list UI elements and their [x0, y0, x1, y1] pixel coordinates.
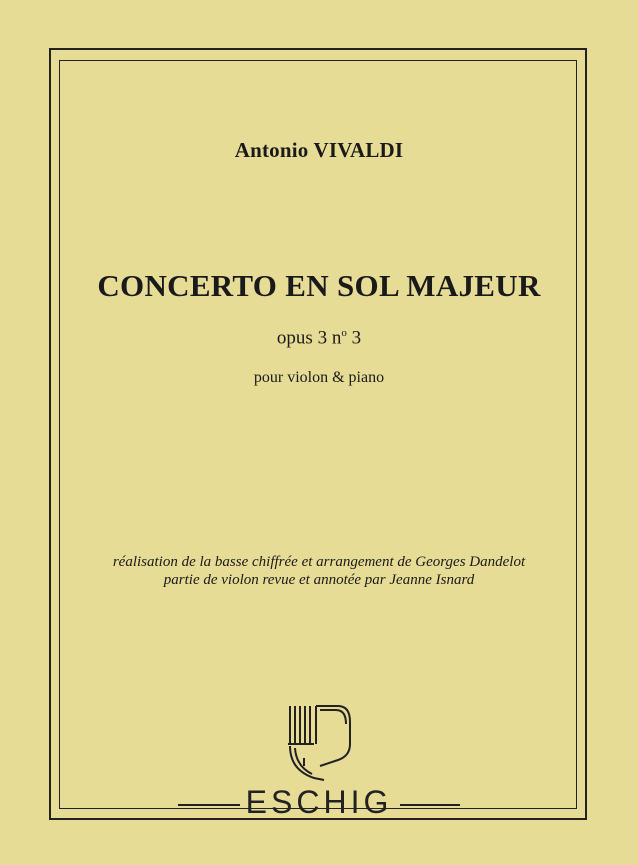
arrangement-credit: réalisation de la basse chiffrée et arrangement de Georges Dandelot: [112, 554, 526, 570]
publisher-name: ESCHIG: [245, 784, 393, 820]
violin-edition-credit: partie de violon revue et annotée par Jeanne Isnard: [163, 572, 475, 588]
inner-border: [59, 60, 577, 809]
harp-logo-icon: [284, 704, 356, 784]
composer-name: Antonio VIVALDI: [234, 138, 404, 162]
opus-superscript: o: [341, 327, 347, 339]
publisher-rule-right: [400, 804, 460, 806]
opus-prefix: opus 3 n: [276, 327, 342, 349]
work-title: CONCERTO EN SOL MAJEUR: [97, 268, 541, 303]
instrumentation: pour violon & piano: [253, 369, 385, 386]
opus-suffix: 3: [346, 327, 362, 349]
opus-number: [0, 327, 638, 349]
